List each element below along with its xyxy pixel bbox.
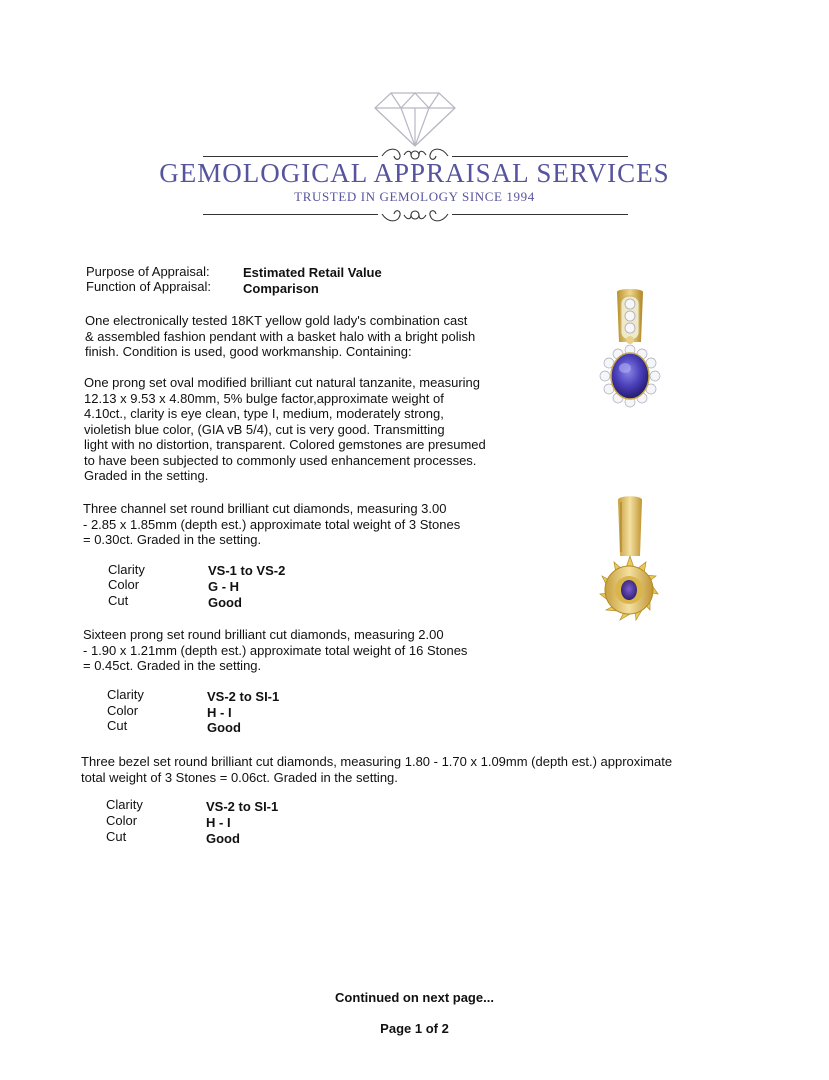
company-name: GEMOLOGICAL APPRAISAL SERVICES xyxy=(159,158,670,188)
text-line: 12.13 x 9.53 x 4.80mm, 5% bulge factor,approximate weight of xyxy=(84,390,444,406)
cut-label: Cut xyxy=(106,829,127,844)
diamond-icon xyxy=(373,90,457,148)
page-number: Page 1 of 2 xyxy=(380,1021,449,1036)
pendant-back-photo xyxy=(590,496,670,636)
diamond-group-1-description xyxy=(83,501,460,548)
cut-value: Good xyxy=(208,595,242,610)
clarity-label: Clarity xyxy=(106,797,143,812)
text-line: Sixteen prong set round brilliant cut diamonds, measuring 2.00 xyxy=(83,627,444,642)
cut-value: Good xyxy=(206,831,240,846)
text-line: Three bezel set round brilliant cut diamonds, measuring 1.80 - 1.70 x 1.09mm (depth est.) approximate xyxy=(81,754,673,769)
purpose-value: Estimated Retail Value xyxy=(243,265,382,280)
color-value: H - I xyxy=(207,705,232,720)
text-line: = 0.45ct. Graded in the setting. xyxy=(83,658,262,673)
color-value: H - I xyxy=(206,815,231,830)
color-label: Color xyxy=(107,703,139,718)
text-line: One prong set oval modified brilliant cut natural tanzanite, measuring xyxy=(84,375,480,390)
text-line: Three channel set round brilliant cut diamonds, measuring 3.00 xyxy=(83,501,447,516)
color-value: G - H xyxy=(208,579,240,594)
text-line: - 2.85 x 1.85mm (depth est.) approximate total weight of 3 Stones xyxy=(83,516,461,532)
purpose-label: Purpose of Appraisal: xyxy=(86,264,210,279)
text-line: - 1.90 x 1.21mm (depth est.) approximate total weight of 16 Stones xyxy=(83,642,468,658)
cut-label: Cut xyxy=(107,718,128,733)
cut-label: Cut xyxy=(108,593,129,608)
scroll-ornament-icon xyxy=(378,203,452,227)
text-line: light with no distortion, transparent. Colored gemstones are presumed xyxy=(84,437,486,452)
cut-value: Good xyxy=(207,720,241,735)
diamond-group-3-description xyxy=(81,754,672,785)
company-tagline: TRUSTED IN GEMOLOGY SINCE 1994 xyxy=(294,189,535,204)
color-label: Color xyxy=(106,813,138,828)
text-line: total weight of 3 Stones = 0.06ct. Graded in the setting. xyxy=(81,769,398,785)
text-line: One electronically tested 18KT yellow gold lady's combination cast xyxy=(85,313,468,328)
clarity-value: VS-2 to SI-1 xyxy=(207,689,280,704)
clarity-value: VS-2 to SI-1 xyxy=(206,799,279,814)
diamond-group-2-description xyxy=(83,627,467,674)
function-label: Function of Appraisal: xyxy=(86,279,212,294)
clarity-value: VS-1 to VS-2 xyxy=(208,563,286,578)
text-line: 4.10ct., clarity is eye clean, type I, medium, moderately strong, xyxy=(84,406,444,421)
text-line: finish. Condition is used, good workmanship. Containing: xyxy=(85,344,412,359)
item-description xyxy=(85,313,475,360)
function-value: Comparison xyxy=(243,281,319,296)
text-line: Graded in the setting. xyxy=(84,468,209,483)
color-label: Color xyxy=(108,577,140,592)
clarity-label: Clarity xyxy=(107,687,144,702)
text-line: = 0.30ct. Graded in the setting. xyxy=(83,532,262,547)
text-line: & assembled fashion pendant with a basket halo with a bright polish xyxy=(85,328,476,344)
continued-note: Continued on next page... xyxy=(335,990,494,1005)
pendant-front-photo xyxy=(595,288,665,426)
tanzanite-description xyxy=(84,375,486,484)
text-line: to have been subjected to commonly used enhancement processes. xyxy=(84,452,477,468)
text-line: violetish blue color, (GIA vB 5/4), cut is very good. Transmitting xyxy=(84,421,445,437)
clarity-label: Clarity xyxy=(108,562,145,577)
